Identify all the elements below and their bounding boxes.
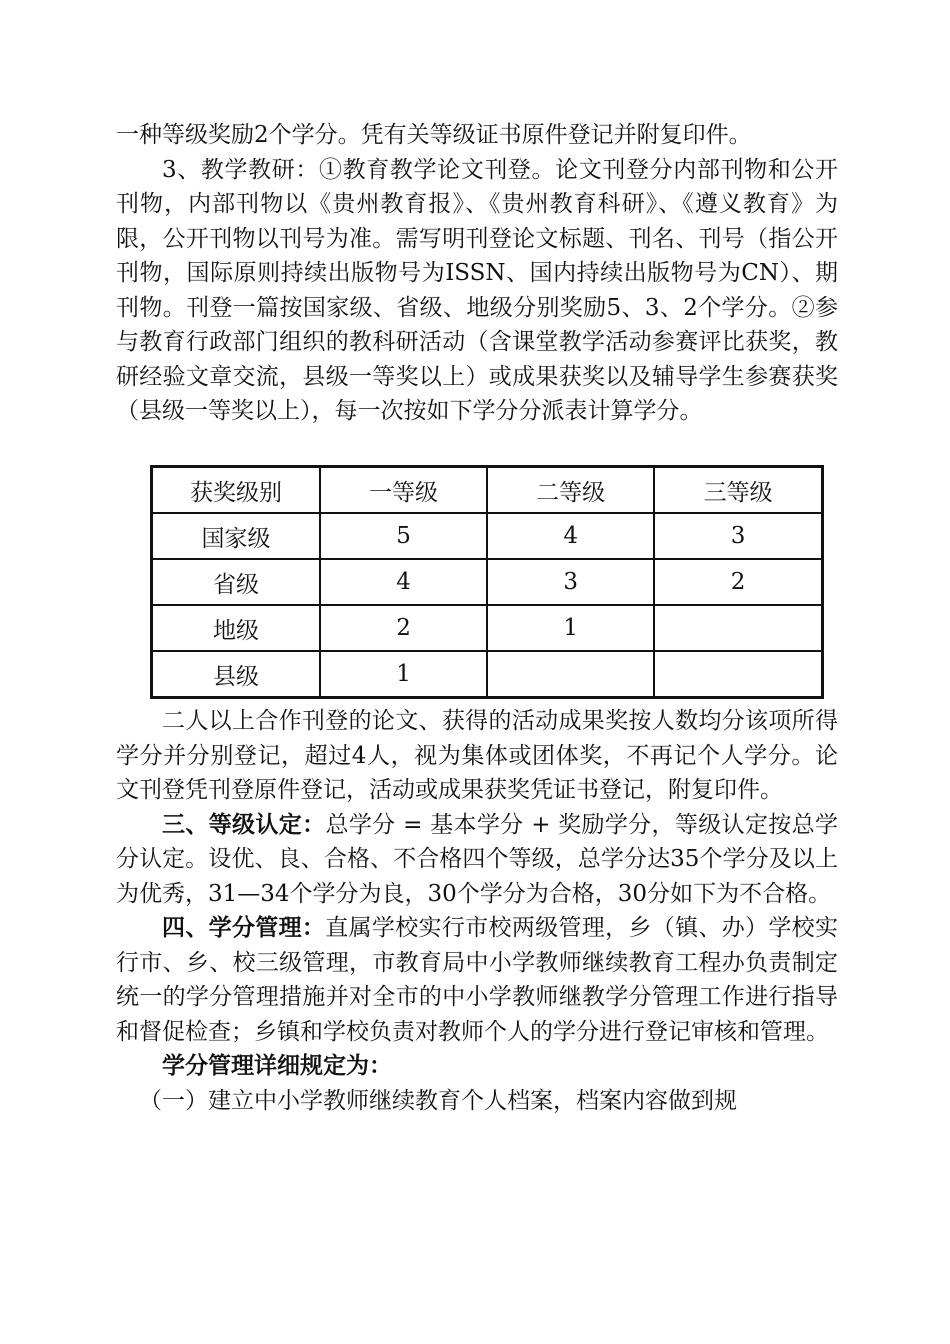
- table-cell: 1: [320, 651, 487, 698]
- paragraph-credit-management: [116, 911, 838, 1049]
- table-cell: 县级: [152, 651, 321, 698]
- table-cell: 2: [320, 605, 487, 651]
- paragraph-rule-one: （一）建立中小学教师继续教育个人档案，档案内容做到规: [139, 1087, 737, 1114]
- paragraph-rules-heading: [116, 1049, 838, 1084]
- table-cell: [487, 651, 654, 698]
- table-cell: 5: [320, 513, 487, 559]
- paragraph-cooperation: 二人以上合作刊登的论文、获得的活动成果奖按人数均分该项所得学分并分别登记，超过4人，视为集体或团体奖，不再记个人学分。论文刊登凭刊登原件登记，活动或成果获奖凭证书登记，附复印件。: [116, 708, 838, 803]
- table-cell: 1: [487, 605, 654, 651]
- header-cell: 三等级: [654, 467, 822, 514]
- table-cell: 3: [487, 559, 654, 605]
- table-cell: 4: [487, 513, 654, 559]
- paragraph: 一种等级奖励2个学分。凭有关等级证书原件登记并附复印件。: [116, 122, 752, 148]
- table-row: [152, 559, 823, 605]
- table-header-row: [152, 467, 823, 514]
- table-cell: 省级: [152, 559, 321, 605]
- text-block-top: [116, 118, 838, 429]
- credit-allocation-table: [150, 465, 824, 699]
- paragraph-teaching-research: 3、教学教研：①教育教学论文刊登。论文刊登分内部刊物和公开刊物，内部刊物以《贵州教育报》、《贵州教育科研》、《遵义教育》为限，公开刊物以刊号为准。需写明刊登论文标题、刊名、刊号（指公开刊物，国际原则持续出版物号为ISSN、国内持续出版物号为CN）、期刊物。刊登一篇按国家级、省级、地级分别奖励5、3、2个学分。②参与教育行政部门组织的教科研活动（含课堂教学活动参赛评比获奖，教研经验文章交流，县级一等奖以上）或成果获奖以及辅导学生参赛获奖（县级一等奖以上），每一次按如下学分分派表计算学分。: [116, 156, 838, 424]
- table-row: [152, 651, 823, 698]
- paragraph-body: 总学分 = 基本学分 + 奖励学分，等级认定按总学分认定。设优、良、合格、不合格四个等级，总学分达35个学分及以上为优秀，31—34个学分为良，30个学分为合格，30分如下为不合格。: [116, 811, 838, 907]
- section-heading: 四、学分管理：: [162, 914, 326, 941]
- header-cell: 获奖级别: [152, 467, 321, 514]
- paragraph-body: 直属学校实行市校两级管理，乡（镇、办）学校实行市、乡、校三级管理，市教育局中小学教师继续教育工程办负责制定统一的学分管理措施并对全市的中小学教师继教学分管理工作进行指导和督促检查；乡镇和学校负责对教师个人的学分进行登记审核和管理。: [116, 915, 838, 1045]
- table-cell: 4: [320, 559, 487, 605]
- paragraph-grade-recognition: [116, 808, 838, 912]
- table-cell: [654, 651, 822, 698]
- section-heading: 学分管理详细规定为：: [162, 1052, 392, 1079]
- text-block-bottom: [116, 704, 838, 1118]
- table-cell: 3: [654, 513, 822, 559]
- table-cell: [654, 605, 822, 651]
- section-heading: 三、等级认定：: [162, 810, 326, 838]
- table-row: [152, 513, 823, 559]
- table-cell: 2: [654, 559, 822, 605]
- header-cell: 二等级: [487, 467, 654, 514]
- table-row: [152, 605, 823, 651]
- header-cell: 一等级: [320, 467, 487, 514]
- table-cell: 国家级: [152, 513, 321, 559]
- table-cell: 地级: [152, 605, 321, 651]
